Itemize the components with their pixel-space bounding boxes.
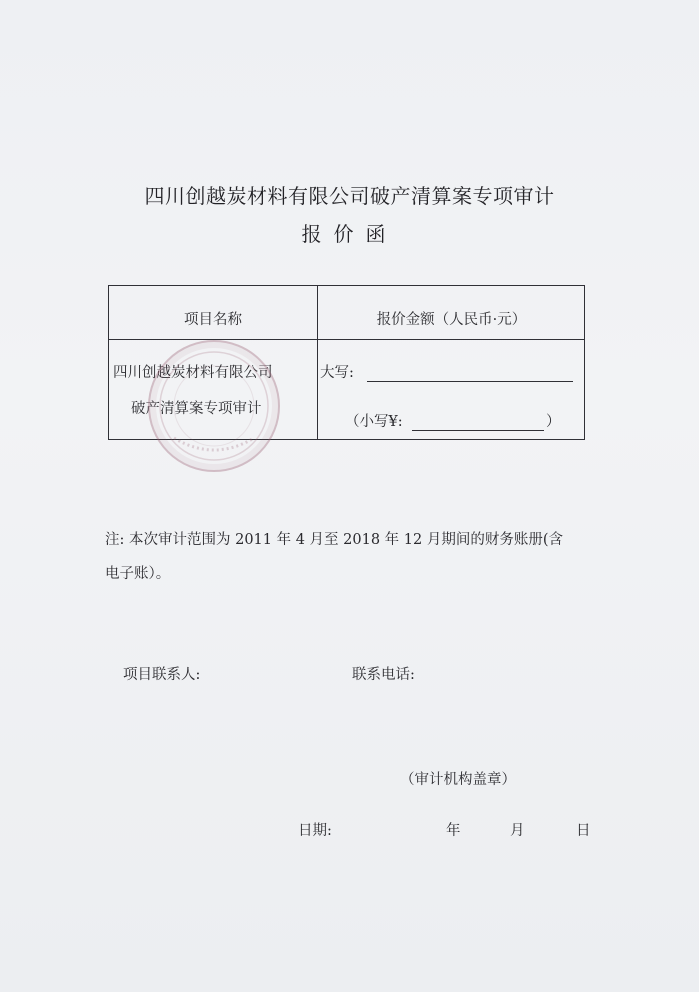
amount-in-words-field[interactable] — [367, 381, 573, 382]
header-item-name: 项目名称 — [184, 312, 242, 328]
table-divider-horizontal — [109, 339, 584, 340]
date-label: 日期: — [298, 823, 332, 839]
date-year-label: 年 — [446, 823, 461, 839]
document-subtitle: 报价函 — [301, 222, 398, 246]
item-name-line1: 四川创越炭材料有限公司 — [113, 365, 273, 381]
audit-scope-note-line1: 注: 本次审计范围为 2011 年 4 月至 2018 年 12 月期间的财务账册(含 — [105, 532, 564, 548]
item-name-line2: 破产清算案专项审计 — [131, 401, 262, 417]
amount-in-figures-label: （小写¥: — [345, 414, 403, 430]
contact-person-label: 项目联系人: — [123, 667, 201, 683]
date-day-label: 日 — [576, 823, 591, 839]
date-month-label: 月 — [510, 823, 525, 839]
header-amount: 报价金额（人民币·元） — [376, 312, 527, 328]
contact-phone-label: 联系电话: — [352, 667, 415, 683]
amount-in-words-label: 大写: — [320, 365, 354, 381]
quote-table — [108, 285, 585, 440]
amount-in-figures-close: ） — [546, 414, 561, 430]
audit-firm-stamp-label: （审计机构盖章） — [400, 772, 516, 788]
amount-in-figures-field[interactable] — [412, 430, 544, 431]
document-title: 四川创越炭材料有限公司破产清算案专项审计 — [144, 184, 555, 208]
audit-scope-note-line2: 电子账）。 — [105, 566, 171, 582]
